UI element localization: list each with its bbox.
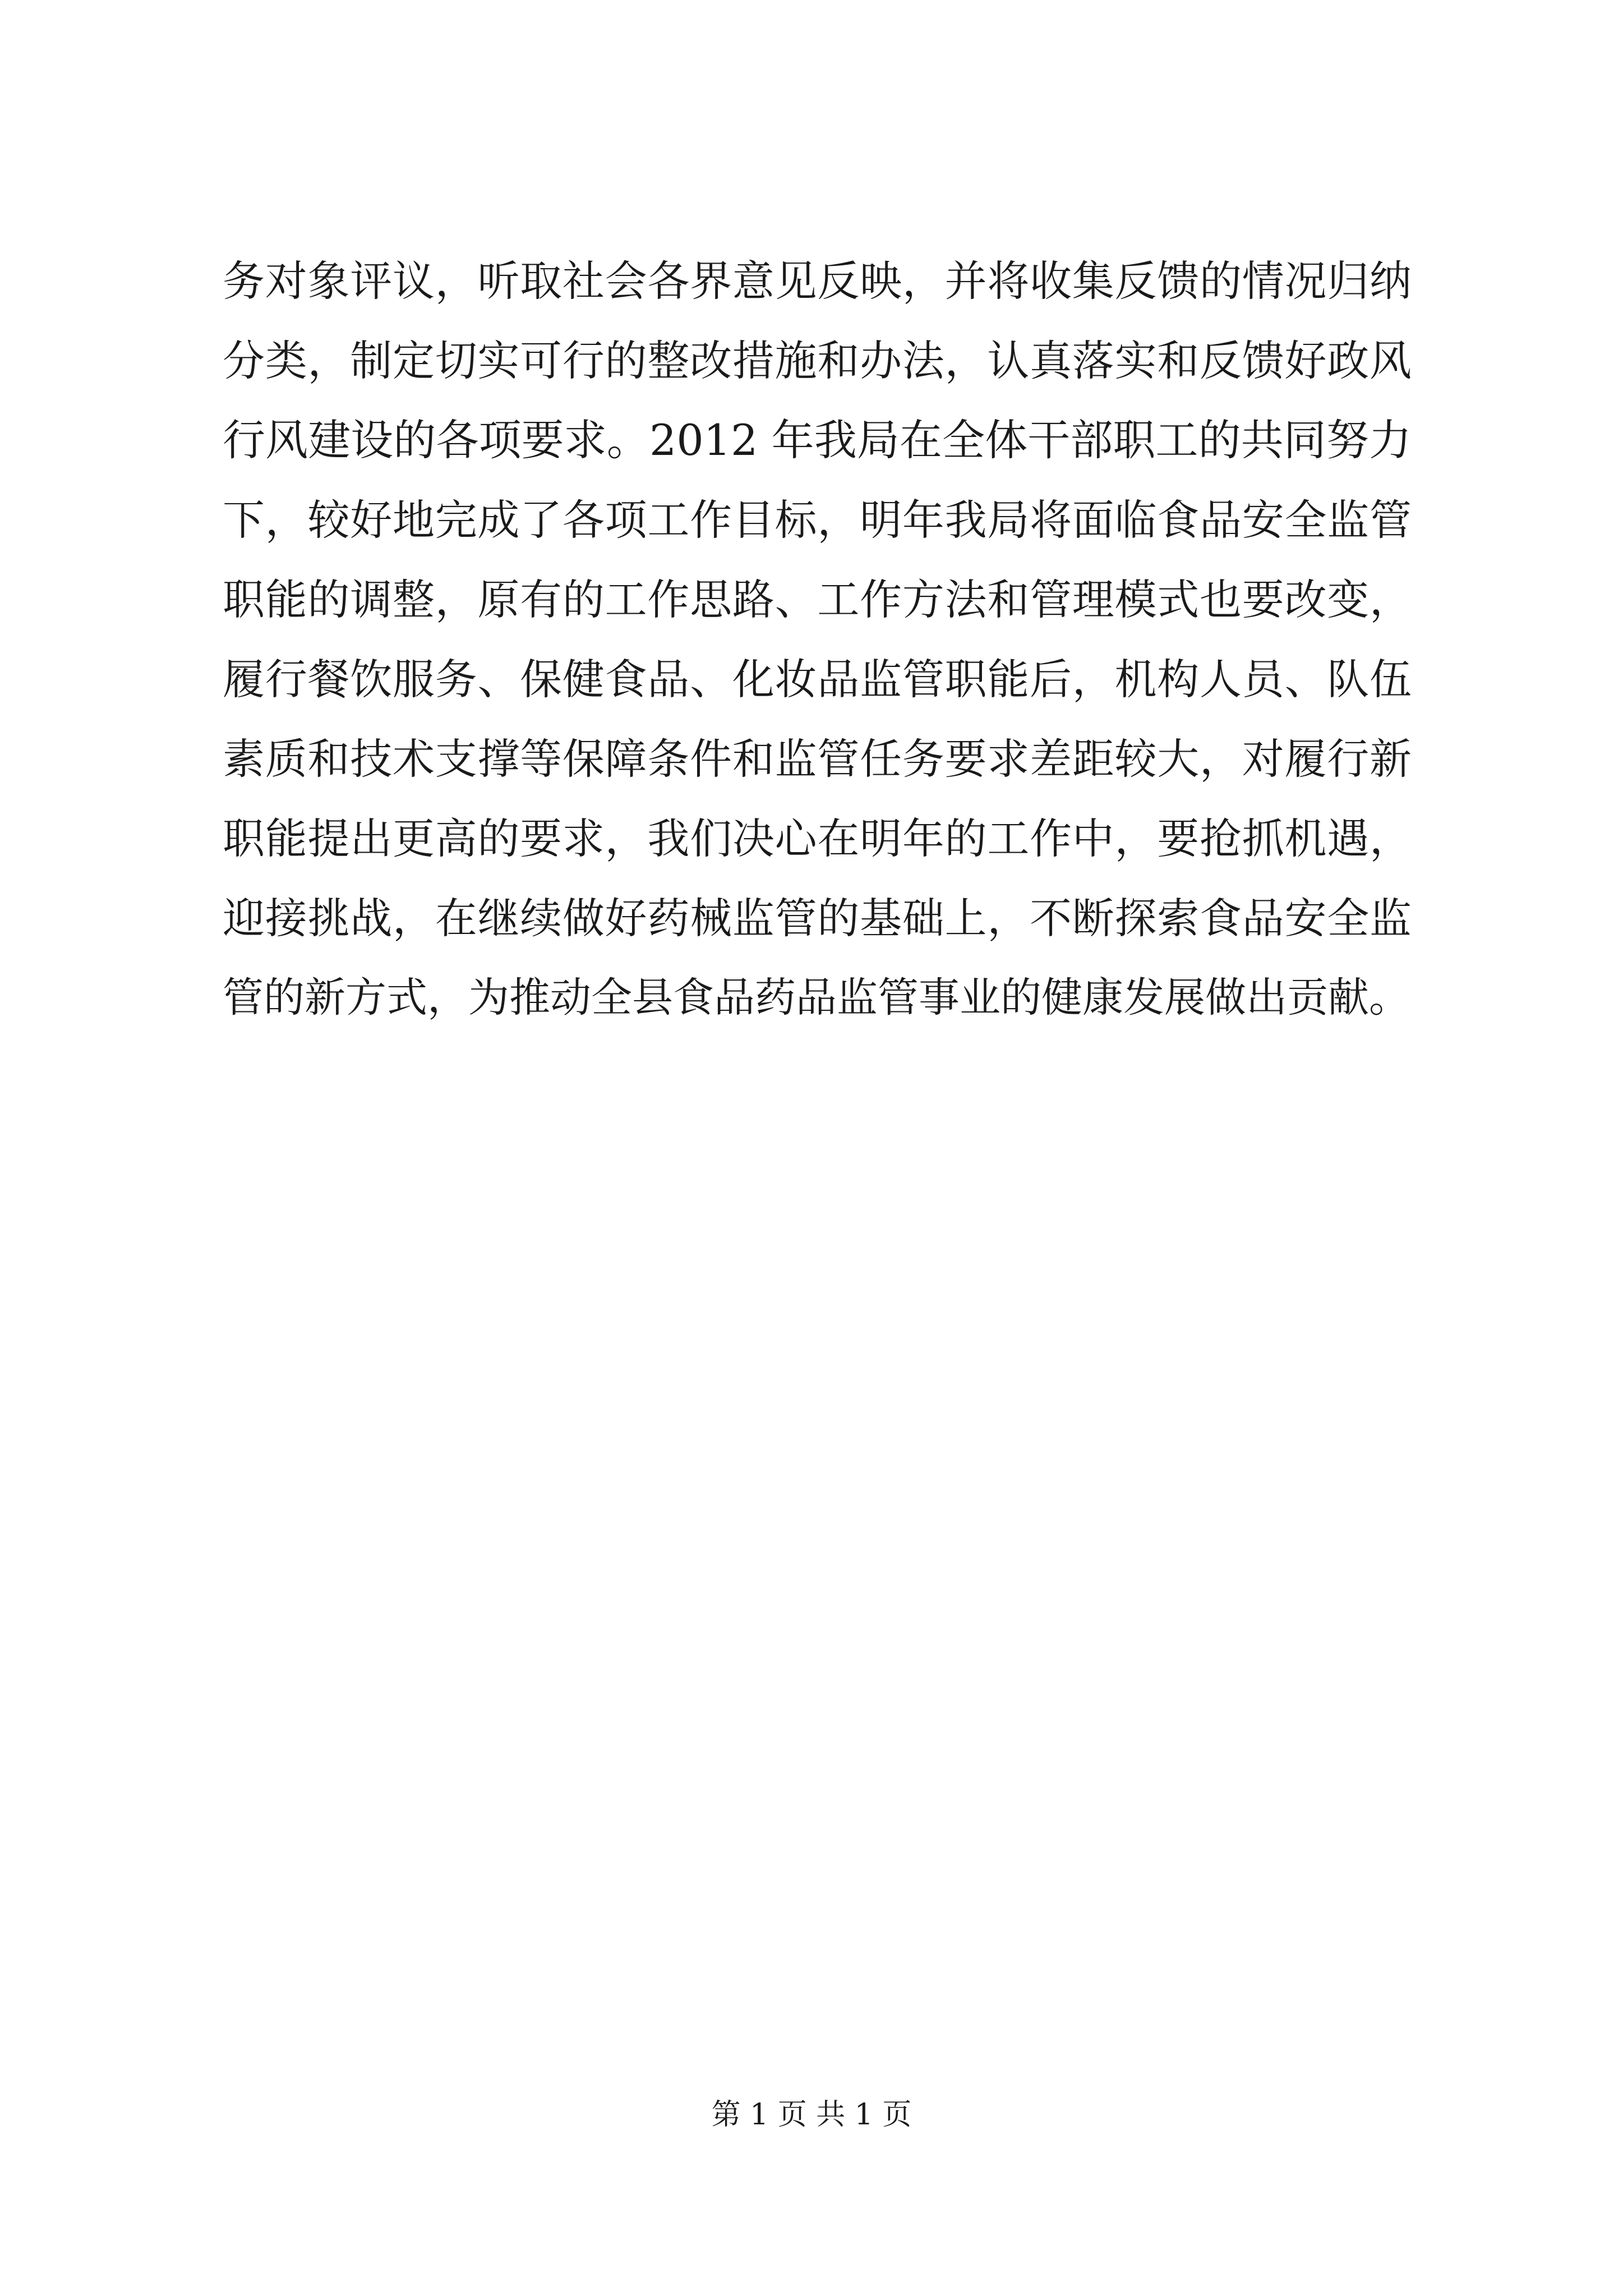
body-paragraph xyxy=(223,241,1412,1038)
paragraph-line-9: 迎接挑战，在继续做好药械监管的基础上，不断探索食品安全监 xyxy=(223,894,1412,943)
paragraph-line-3: 行风建设的各项要求。2012 年我局在全体干部职工的共同努力 xyxy=(223,415,1412,465)
paragraph-line-7: 素质和技术支撑等保障条件和监管任务要求差距较大，对履行新 xyxy=(223,734,1412,784)
paragraph-line-5: 职能的调整，原有的工作思路、工作方法和管理模式也要改变， xyxy=(223,575,1412,624)
paragraph-line-10: 管的新方式，为推动全县食品药品监管事业的健康发展做出贡献。 xyxy=(223,974,1410,1022)
page-number-indicator: 第 1 页 共 1 页 xyxy=(711,2098,912,2132)
paragraph-line-2: 分类，制定切实可行的整改措施和办法，认真落实和反馈好政风 xyxy=(223,336,1412,385)
paragraph-line-8: 职能提出更高的要求，我们决心在明年的工作中，要抢抓机遇， xyxy=(223,814,1412,863)
page-footer xyxy=(0,2095,1623,2134)
paragraph-line-6: 履行餐饮服务、保健食品、化妆品监管职能后，机构人员、队伍 xyxy=(223,655,1412,704)
paragraph-line-1: 务对象评议，听取社会各界意见反映，并将收集反馈的情况归纳 xyxy=(223,256,1412,306)
paragraph-line-4: 下，较好地完成了各项工作目标，明年我局将面临食品安全监管 xyxy=(223,495,1412,545)
